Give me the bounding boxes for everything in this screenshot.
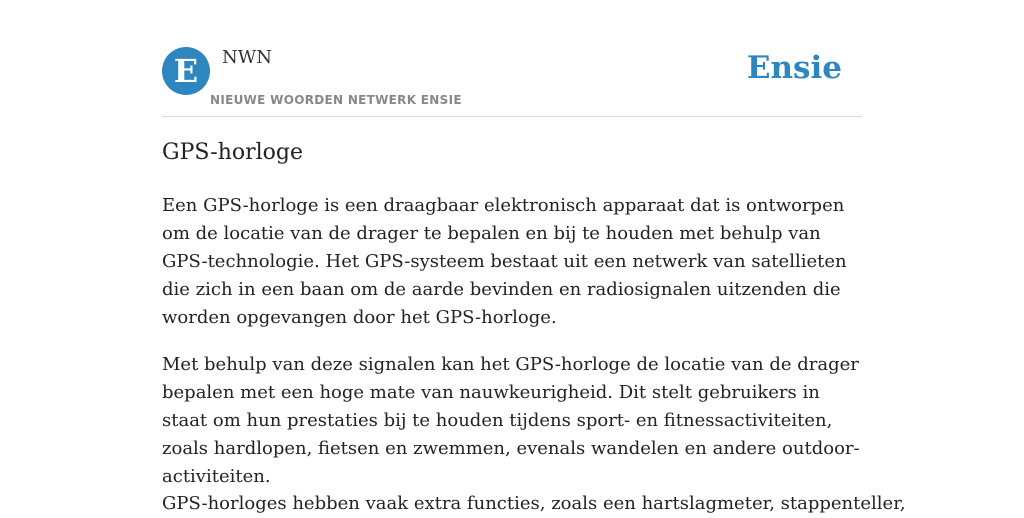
page-container [162,0,906,514]
article-paragraph: GPS-horloges hebben vaak extra functies, zoals een hartslagmeter, stappenteller, [162,493,906,514]
site-header [162,0,862,117]
article-title: GPS-horloge [162,140,304,165]
article-paragraph: Een GPS-horloge is een draagbaar elektronisch apparaat dat is ontworpen om de locatie van de drager te bepalen en bij te houden met behulp van GPS-technologie. Het GPS-systeem bestaat uit een netwerk van satellieten die zich in een baan om de aarde bevinden en radiosignalen uitzenden die worden opgevangen door het GPS-horloge. [162,195,847,328]
site-logo[interactable]: E [162,47,210,95]
site-subtitle: NIEUWE WOORDEN NETWERK ENSIE [210,93,462,107]
site-name[interactable]: NWN [222,47,273,68]
brand-logo[interactable]: Ensie [746,50,842,86]
article-paragraph: Met behulp van deze signalen kan het GPS-horloge de locatie van de drager bepalen met een hoge mate van nauwkeurigheid. Dit stelt gebruikers in staat om hun prestaties bij te houden tijdens sport- en fitnessactiviteiten, zoals hardlopen, fietsen en zwemmen, evenals wandelen en andere outdoor-activiteiten. [162,354,860,487]
